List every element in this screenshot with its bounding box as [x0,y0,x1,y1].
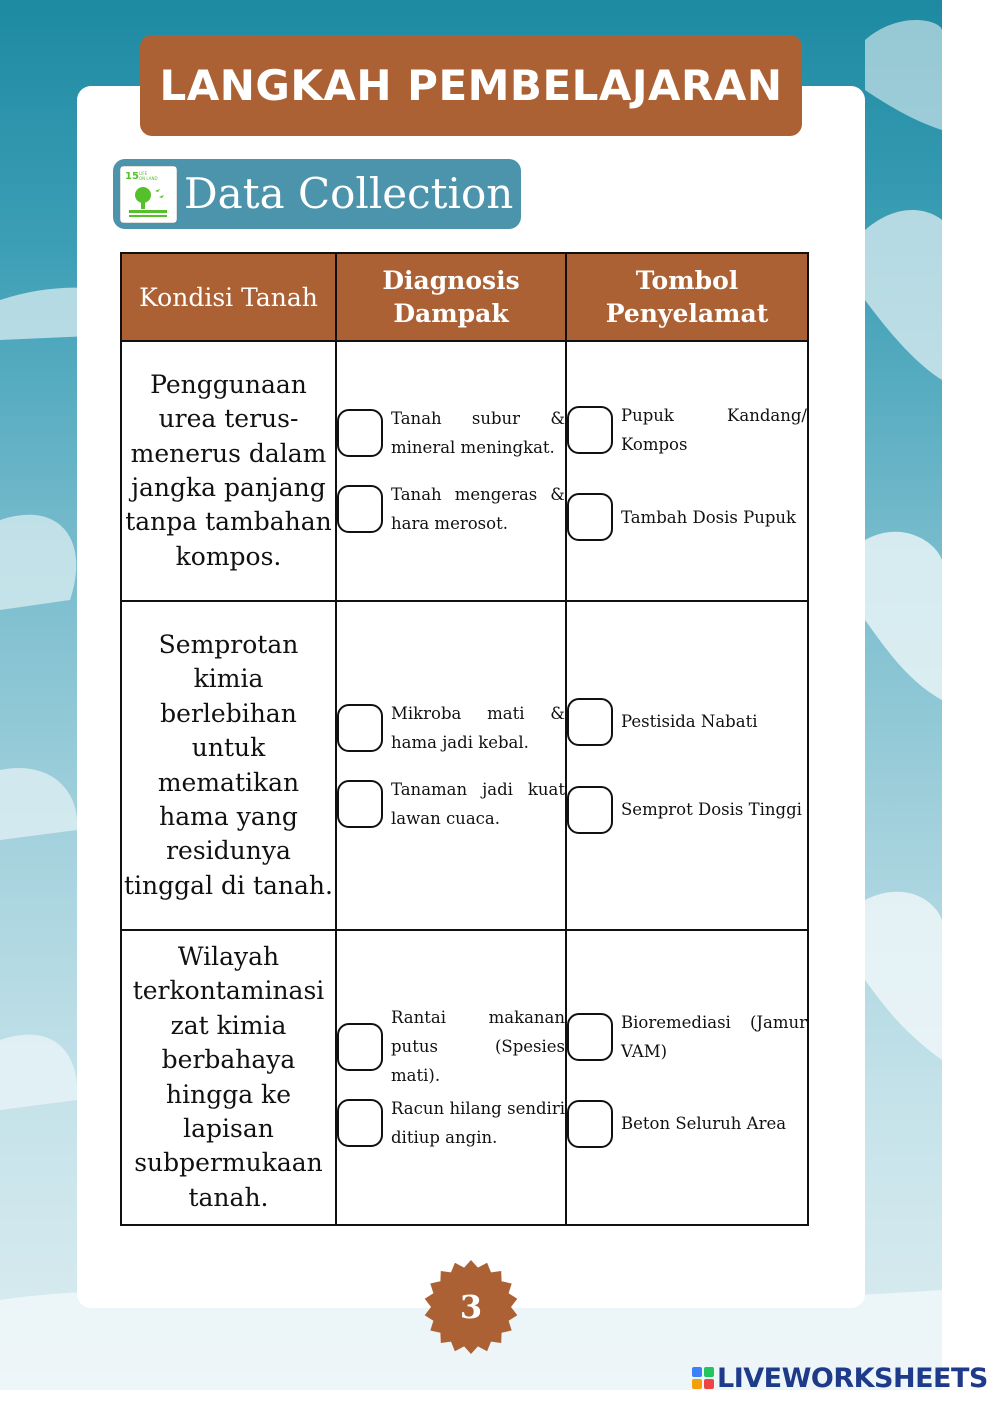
header-diagnosis-dampak: Diagnosis Dampak [336,253,566,341]
solution-option[interactable] [567,493,807,541]
option-label: Pupuk Kandang/ Kompos [621,406,807,454]
option-label: Beton Seluruh Area [621,1114,787,1133]
condition-cell: Semprotan kimia berlebihan untuk mematikan hama yang residunya tinggal di tanah. [121,601,336,930]
section-title: Data Collection [184,169,514,218]
checkbox[interactable] [567,406,613,454]
checkbox[interactable] [567,786,613,834]
option-label: Racun hilang sendiri ditiup angin. [391,1099,565,1147]
header-kondisi-tanah: Kondisi Tanah [121,253,336,341]
option-label: Tanah mengeras & hara merosot. [391,485,565,533]
svg-text:ON LAND: ON LAND [139,176,158,181]
header-banner [140,35,802,136]
option-label: Rantai makanan putus (Spesies mati). [391,1008,565,1085]
page-number: 3 [459,1288,483,1326]
page-number-badge [423,1259,519,1355]
checkbox[interactable] [337,1023,383,1071]
checkbox[interactable] [337,704,383,752]
condition-cell: Wilayah terkontaminasi zat kimia berbahaya hingga ke lapisan subpermukaan tanah. [121,930,336,1225]
diagnosis-option[interactable] [337,480,565,538]
checkbox[interactable] [337,780,383,828]
svg-text:15: 15 [125,171,139,182]
page-margin [942,0,1000,1401]
diagnosis-cell [336,930,566,1225]
table-row [121,930,808,1225]
solution-cell [566,601,808,930]
checkbox[interactable] [567,493,613,541]
solution-cell [566,341,808,601]
section-tag [113,159,521,229]
checkbox[interactable] [567,1100,613,1148]
solution-option[interactable] [567,401,807,459]
option-label: Tanaman jadi kuat lawan cuaca. [391,779,565,828]
table-row [121,601,808,930]
option-label: Tambah Dosis Pupuk [621,507,797,527]
checkbox[interactable] [567,1013,613,1061]
solution-option[interactable] [567,698,807,746]
page-title: LANGKAH PEMBELAJARAN [159,61,783,110]
liveworksheets-logo [692,1360,988,1396]
sdg-15-life-on-land-icon [120,166,177,223]
checkbox[interactable] [337,1099,383,1147]
diagnosis-option[interactable] [337,1003,565,1090]
option-label: Mikroba mati & hama jadi kebal. [391,703,565,752]
solution-cell [566,930,808,1225]
table-header-row [121,253,808,341]
checkbox[interactable] [337,409,383,457]
checkbox[interactable] [337,485,383,533]
diagnosis-option[interactable] [337,699,565,757]
checkbox[interactable] [567,698,613,746]
diagnosis-option[interactable] [337,775,565,833]
header-tombol-penyelamat: Tombol Penyelamat [566,253,808,341]
diagnosis-option[interactable] [337,404,565,462]
logo-text: LIVEWORKSHEETS [717,1362,988,1394]
liveworksheets-mark-icon [692,1367,714,1389]
svg-text:LIFE: LIFE [139,171,148,176]
solution-option[interactable] [567,1100,807,1148]
option-label: Semprot Dosis Tinggi [621,800,802,819]
condition-cell: Penggunaan urea terus-menerus dalam jangka panjang tanpa tambahan kompos. [121,341,336,601]
diagnosis-cell [336,601,566,930]
solution-option[interactable] [567,1008,807,1066]
diagnosis-cell [336,341,566,601]
option-label: Bioremediasi (Jamur VAM) [621,1012,807,1061]
diagnosis-option[interactable] [337,1094,565,1152]
option-label: Pestisida Nabati [621,712,758,731]
option-label: Tanah subur & mineral meningkat. [391,409,565,457]
table-row [121,341,808,601]
solution-option[interactable] [567,786,807,834]
data-collection-table [120,252,809,1226]
